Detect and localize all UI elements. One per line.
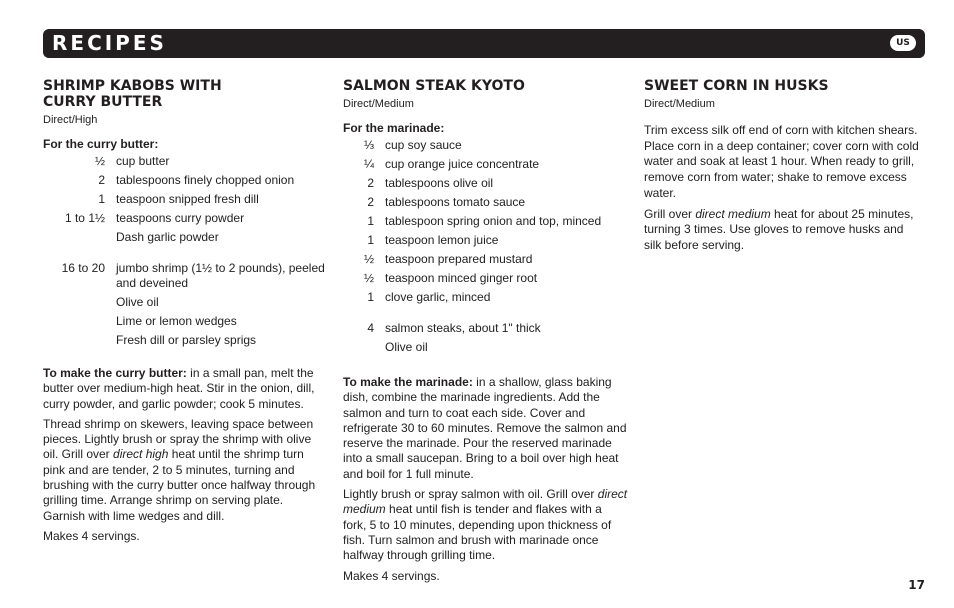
recipe-title	[43, 78, 328, 110]
ingredient-row	[343, 233, 628, 248]
cooking-method: Direct/High	[43, 114, 98, 126]
ingredient-qty: 16 to 20	[61, 261, 105, 275]
recipe-title-line1: SHRIMP KABOBS WITH	[43, 78, 222, 94]
ingredient-row	[43, 333, 328, 348]
instruction-paragraph	[644, 207, 924, 254]
instruction-text: Lightly brush or spray salmon with oil. Grill over	[343, 487, 598, 502]
instruction-paragraph: Trim excess silk off end of corn with kitchen shears. Place corn in a deep container; cover corn with cold water and soak at least 1 hour. When ready to grill, remove corn from water; shake to remove excess water.	[644, 123, 919, 200]
instruction-text: heat until the shrimp turn pink and are tender, 2 to 5 minutes, turning and brushing with the curry butter once halfway through grilling time. Arrange shrimp on serving plate. Garnish with lime wedges and dill.	[43, 447, 316, 523]
ingredient-qty: 1	[367, 233, 374, 247]
recipe-title: SALMON STEAK KYOTO	[343, 78, 525, 94]
ingredient-row	[43, 173, 328, 188]
page-number: 17	[908, 578, 925, 592]
ingredient-row	[43, 261, 328, 291]
recipe-title-line2: CURRY BUTTER	[43, 94, 163, 110]
instruction-text: in a small pan, melt the butter over medium-high heat. Stir in the onion, dill, curry powder, and garlic powder; cook 5 minutes.	[43, 366, 315, 411]
ingredient-qty: ½	[363, 271, 374, 285]
ingredient-row	[43, 154, 328, 169]
instruction-text: heat until fish is tender and flakes with a fork, 5 to 10 minutes, depending upon thickness of fish. Turn salmon and brush with marinade once halfway through grilling time.	[343, 502, 612, 563]
ingredient-row	[343, 290, 628, 305]
ingredient-qty	[43, 314, 105, 329]
ingredient-row	[43, 314, 328, 329]
recipe-title: SWEET CORN IN HUSKS	[644, 78, 829, 94]
ingredients-subhead: For the marinade:	[343, 121, 445, 135]
ingredient-name: Lime or lemon wedges	[116, 314, 237, 328]
ingredient-qty	[343, 340, 374, 355]
ingredient-row	[343, 340, 628, 355]
section-title: RECIPES	[52, 31, 167, 55]
ingredient-qty: 2	[367, 176, 374, 190]
recipe-sweet-corn	[644, 78, 924, 259]
ingredient-row	[343, 321, 628, 336]
cooking-method: Direct/Medium	[343, 98, 414, 110]
ingredient-qty	[43, 333, 105, 348]
ingredient-name: salmon steaks, about 1" thick	[385, 321, 541, 335]
instruction-text: in a shallow, glass baking dish, combine the marinade ingredients. Add the salmon and turn to coat each side. Cover and refrigerate 30 to 60 minutes. Remove the salmon and reserve the marinade. Pour the reserved marinade into a small saucepan. Bring to a boil over high heat and boil for 1 full minute.	[343, 375, 627, 481]
ingredient-qty: ⅓	[363, 138, 374, 152]
ingredient-name: Fresh dill or parsley sprigs	[116, 333, 257, 347]
ingredient-name: cup soy sauce	[385, 138, 462, 152]
ingredients-subhead: For the curry butter:	[43, 137, 159, 151]
instruction-paragraph	[43, 417, 328, 524]
instruction-emphasis: direct high	[113, 447, 169, 462]
ingredient-name: teaspoon minced ginger root	[385, 271, 538, 285]
header-banner	[43, 29, 925, 58]
ingredient-row	[343, 138, 628, 153]
ingredient-row	[343, 157, 628, 172]
ingredient-qty: 1	[367, 290, 374, 304]
ingredient-name: Olive oil	[385, 340, 428, 354]
ingredient-name: teaspoons curry powder	[116, 211, 245, 225]
ingredient-qty: 4	[367, 321, 374, 335]
recipe-salmon-steak	[343, 78, 628, 589]
ingredient-qty: 2	[98, 173, 105, 187]
ingredient-qty: 2	[367, 195, 374, 209]
ingredient-qty: 1	[367, 214, 374, 228]
ingredient-name: clove garlic, minced	[385, 290, 491, 304]
instruction-lead: To make the marinade:	[343, 375, 473, 389]
ingredient-row	[343, 271, 628, 286]
instruction-text: heat for about 25 minutes, turning 3 times. Use gloves to remove husks and silk before serving.	[644, 206, 914, 252]
instruction-paragraph	[343, 375, 628, 482]
ingredient-row	[343, 252, 628, 267]
ingredient-row	[43, 295, 328, 310]
ingredient-list	[43, 154, 328, 348]
ingredient-row	[43, 230, 328, 245]
ingredient-name: Olive oil	[116, 295, 159, 309]
instruction-text: Grill over	[644, 206, 696, 221]
ingredient-row	[343, 195, 628, 210]
ingredient-row	[343, 214, 628, 229]
servings: Makes 4 servings.	[343, 568, 440, 583]
ingredient-qty: 1	[98, 192, 105, 206]
ingredient-qty: ½	[94, 154, 105, 168]
ingredient-name: teaspoon snipped fresh dill	[116, 192, 259, 206]
ingredient-name: jumbo shrimp (1½ to 2 pounds), peeled and deveined	[116, 261, 325, 290]
ingredient-name: teaspoon lemon juice	[385, 233, 499, 247]
instruction-paragraph	[343, 487, 628, 563]
ingredient-name: tablespoon spring onion and top, minced	[385, 214, 602, 228]
ingredient-name: teaspoon prepared mustard	[385, 252, 533, 266]
cooking-method: Direct/Medium	[644, 98, 715, 110]
ingredient-list	[343, 138, 628, 355]
region-badge: US	[890, 35, 916, 51]
ingredient-name: cup butter	[116, 154, 170, 168]
servings: Makes 4 servings.	[43, 528, 140, 543]
ingredient-qty	[43, 230, 105, 245]
instruction-lead: To make the curry butter:	[43, 366, 187, 380]
ingredient-name: cup orange juice concentrate	[385, 157, 540, 171]
ingredient-row	[43, 211, 328, 226]
ingredient-qty: ½	[363, 252, 374, 266]
instruction-emphasis: direct medium	[343, 487, 628, 517]
instruction-text: Thread shrimp on skewers, leaving space between pieces. Lightly brush or spray the shrimp with olive oil. Grill over	[43, 416, 314, 462]
ingredient-name: tablespoons finely chopped onion	[116, 173, 295, 187]
ingredient-row	[43, 192, 328, 207]
ingredient-name: Dash garlic powder	[116, 230, 219, 244]
instruction-emphasis: direct medium	[695, 206, 771, 221]
ingredient-name: tablespoons olive oil	[385, 176, 494, 190]
ingredient-qty: ¼	[363, 157, 374, 171]
ingredient-qty: 1 to 1½	[64, 211, 105, 225]
ingredient-row	[343, 176, 628, 191]
recipe-shrimp-kabobs	[43, 78, 328, 549]
ingredient-name: tablespoons tomato sauce	[385, 195, 526, 209]
instruction-paragraph	[43, 366, 328, 412]
ingredient-qty	[43, 295, 105, 310]
